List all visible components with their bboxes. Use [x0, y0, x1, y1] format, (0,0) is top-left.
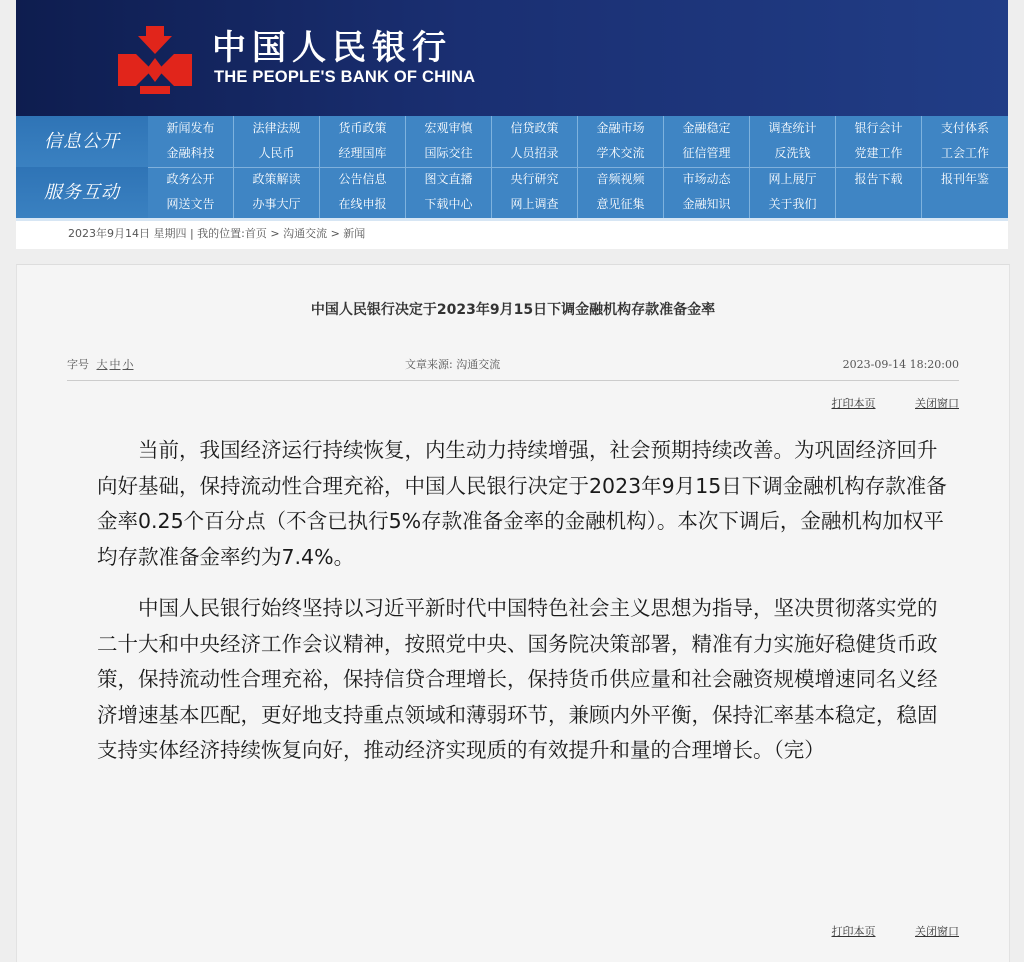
- breadcrumb-text[interactable]: 2023年9月14日 星期四 | 我的位置:首页 > 沟通交流 > 新闻: [68, 227, 366, 240]
- site-header: [16, 0, 1008, 116]
- nav-item[interactable]: 人员招录: [492, 141, 578, 167]
- article-tools-bottom: [796, 923, 960, 939]
- article-body: [97, 433, 957, 785]
- pboc-emblem-icon[interactable]: [112, 24, 198, 96]
- nav-item[interactable]: 在线申报: [320, 192, 406, 218]
- nav-item[interactable]: 金融科技: [148, 141, 234, 167]
- nav-item[interactable]: 报告下载: [836, 167, 922, 192]
- publish-date: 2023-09-14 18:20:00: [842, 358, 959, 371]
- nav-item[interactable]: 经理国库: [320, 141, 406, 167]
- nav-item[interactable]: 金融知识: [664, 192, 750, 218]
- font-size-label: 字号: [67, 358, 89, 371]
- nav-group-label: 服务互动: [16, 167, 148, 218]
- nav-item[interactable]: 信贷政策: [492, 116, 578, 141]
- nav-item[interactable]: 下载中心: [406, 192, 492, 218]
- nav-item[interactable]: 关于我们: [750, 192, 836, 218]
- divider: [67, 380, 959, 381]
- nav-item[interactable]: 学术交流: [578, 141, 664, 167]
- nav-item[interactable]: 宏观审慎: [406, 116, 492, 141]
- nav-item[interactable]: 市场动态: [664, 167, 750, 192]
- close-window-link[interactable]: 关闭窗口: [915, 397, 959, 410]
- nav-item[interactable]: 图文直播: [406, 167, 492, 192]
- breadcrumb: [16, 218, 1008, 249]
- article-source: 文章来源: 沟通交流: [405, 358, 501, 371]
- nav-item[interactable]: 征信管理: [664, 141, 750, 167]
- nav-group-info: [16, 116, 1008, 168]
- nav-item[interactable]: 政务公开: [148, 167, 234, 192]
- article-meta: [67, 353, 959, 377]
- nav-item-empty: [922, 192, 1008, 218]
- nav-item[interactable]: 银行会计: [836, 116, 922, 141]
- nav-item[interactable]: 反洗钱: [750, 141, 836, 167]
- nav-item[interactable]: 办事大厅: [234, 192, 320, 218]
- nav-group-service: [16, 167, 1008, 218]
- nav-item[interactable]: 支付体系: [940, 121, 989, 135]
- font-size-small-link[interactable]: 小: [122, 358, 134, 371]
- print-page-link[interactable]: 打印本页: [831, 925, 876, 938]
- nav-item[interactable]: 法律法规: [234, 116, 320, 141]
- nav-item[interactable]: 公告信息: [320, 167, 406, 192]
- nav-item[interactable]: 意见征集: [578, 192, 664, 218]
- nav-item[interactable]: 网送文告: [148, 192, 234, 218]
- logo-english-name: THE PEOPLE'S BANK OF CHINA: [214, 68, 476, 86]
- nav-item[interactable]: 音频视频: [578, 167, 664, 192]
- nav-item[interactable]: 金融稳定: [664, 116, 750, 141]
- article-panel: [16, 264, 1010, 962]
- nav-item[interactable]: 工会工作: [940, 146, 989, 160]
- nav-item-empty: [836, 192, 922, 218]
- nav-item[interactable]: 政策解读: [234, 167, 320, 192]
- article-tools-top: [796, 395, 960, 411]
- nav-item[interactable]: 网上调查: [492, 192, 578, 218]
- main-navigation: [16, 116, 1008, 218]
- nav-item[interactable]: 调查统计: [750, 116, 836, 141]
- nav-item[interactable]: 国际交往: [406, 141, 492, 167]
- nav-group-label: 信息公开: [16, 116, 148, 167]
- logo-chinese-name: 中国人民银行: [212, 28, 452, 68]
- article-paragraph: 中国人民银行始终坚持以习近平新时代中国特色社会主义思想为指导，坚决贯彻落实党的二十大和中央经济工作会议精神，按照党中央、国务院决策部署，精准有力实施好稳健货币政策，保持流动性合理充裕，保持信贷合理增长，保持货币供应量和社会融资规模增速同名义经济增速基本匹配，更好地支持重点领域和薄弱环节，兼顾内外平衡，保持汇率基本稳定，稳固支持实体经济持续恢复向好，推动经济实现质的有效提升和量的合理增长。（完）: [97, 596, 938, 762]
- nav-item[interactable]: 党建工作: [836, 141, 922, 167]
- nav-grid: [148, 116, 1008, 167]
- nav-item[interactable]: 网上展厅: [750, 167, 836, 192]
- article-paragraph: 当前，我国经济运行持续恢复，内生动力持续增强，社会预期持续改善。为巩固经济回升向好基础，保持流动性合理充裕，中国人民银行决定于2023年9月15日下调金融机构存款准备金率0.25个百分点（不含已执行5%存款准备金率的金融机构）。本次下调后，金融机构加权平均存款准备金率约为7.4%。: [97, 438, 947, 569]
- article-title: 中国人民银行决定于2023年9月15日下调金融机构存款准备金率: [310, 302, 716, 318]
- nav-item[interactable]: 央行研究: [492, 167, 578, 192]
- nav-item[interactable]: 报刊年鉴: [940, 172, 989, 186]
- font-size-medium-link[interactable]: 中: [109, 358, 121, 371]
- close-window-link[interactable]: 关闭窗口: [915, 925, 959, 938]
- font-size-control: [67, 353, 134, 377]
- nav-grid: [148, 167, 1008, 218]
- font-size-large-link[interactable]: 大: [96, 358, 108, 371]
- nav-item[interactable]: 新闻发布: [148, 116, 234, 141]
- nav-item[interactable]: 金融市场: [578, 116, 664, 141]
- nav-item[interactable]: 人民币: [234, 141, 320, 167]
- nav-item[interactable]: 货币政策: [320, 116, 406, 141]
- print-page-link[interactable]: 打印本页: [831, 397, 876, 410]
